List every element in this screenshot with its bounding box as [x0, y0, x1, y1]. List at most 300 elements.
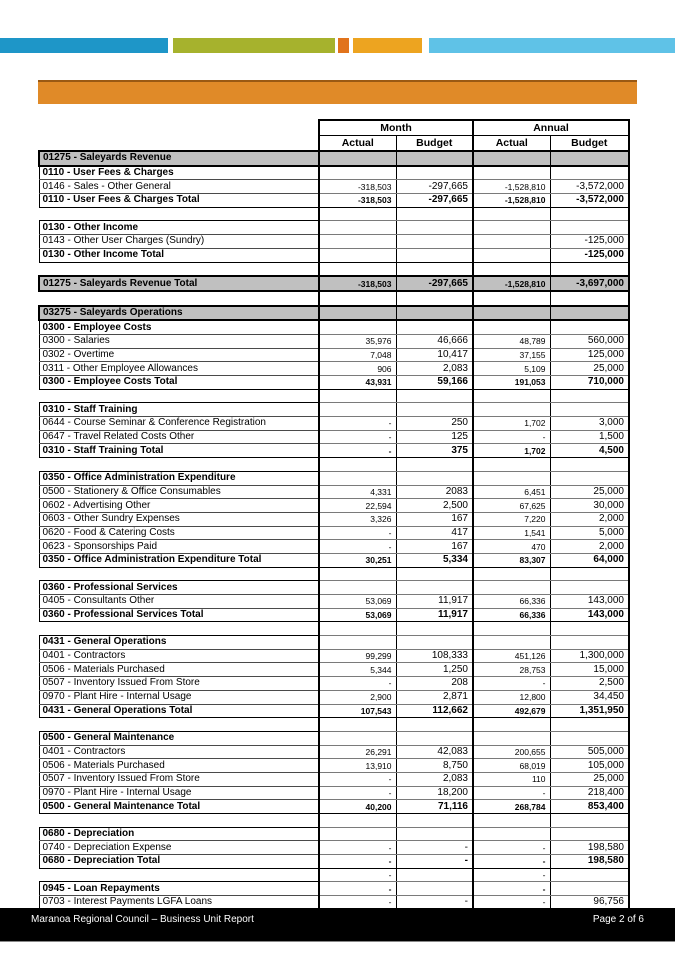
cell-month-actual: 53,069: [319, 595, 396, 609]
cell-annual-budget: [550, 718, 629, 732]
cell-month-actual: -: [319, 855, 396, 869]
table-row: [39, 772, 629, 786]
cell-month-budget: 208: [396, 677, 473, 691]
row-label: 0300 - Employee Costs: [39, 320, 319, 334]
row-label: [39, 567, 319, 581]
table-row: [39, 786, 629, 800]
cell-annual-actual: -1,528,810: [473, 180, 550, 194]
cell-month-actual: -: [319, 868, 396, 882]
cell-month-budget: [396, 814, 473, 828]
cell-month-budget: 42,083: [396, 745, 473, 759]
cell-month-actual: 2,900: [319, 690, 396, 704]
row-label: 0401 - Contractors: [39, 745, 319, 759]
cell-annual-actual: 451,126: [473, 649, 550, 663]
cell-annual-actual: 1,702: [473, 417, 550, 431]
cell-month-budget: [396, 207, 473, 221]
cell-annual-budget: 25,000: [550, 362, 629, 376]
table-row: [39, 677, 629, 691]
cell-annual-budget: [550, 262, 629, 276]
row-label: 0130 - Other Income Total: [39, 248, 319, 262]
cell-annual-actual: [473, 731, 550, 745]
row-label: 0350 - Office Administration Expenditure: [39, 471, 319, 485]
row-label: 0311 - Other Employee Allowances: [39, 362, 319, 376]
cell-annual-budget: -3,572,000: [550, 194, 629, 208]
cell-month-actual: [319, 320, 396, 334]
cell-annual-actual: [473, 458, 550, 472]
row-label: 0130 - Other Income: [39, 221, 319, 235]
cell-month-actual: [319, 262, 396, 276]
header-annual-actual: Actual: [473, 136, 550, 152]
income-statement-table: [38, 119, 630, 911]
footer-page-number: Page 2 of 6: [592, 914, 644, 925]
row-label: 0143 - Other User Charges (Sundry): [39, 235, 319, 249]
table-row: [39, 718, 629, 732]
cell-month-actual: -318,503: [319, 180, 396, 194]
table-row: [39, 690, 629, 704]
table-row: [39, 348, 629, 362]
cell-month-budget: 2,083: [396, 772, 473, 786]
cell-month-budget: 2,500: [396, 499, 473, 513]
row-label: 0110 - User Fees & Charges: [39, 166, 319, 180]
table-row: [39, 882, 629, 896]
table-row: [39, 207, 629, 221]
cell-month-actual: [319, 471, 396, 485]
cell-month-actual: [319, 814, 396, 828]
cell-month-budget: 46,666: [396, 334, 473, 348]
cell-month-actual: [319, 151, 396, 166]
cell-month-actual: [319, 306, 396, 321]
cell-annual-budget: [550, 827, 629, 841]
row-label: [39, 814, 319, 828]
cell-month-budget: 108,333: [396, 649, 473, 663]
row-label: 01275 - Saleyards Revenue Total: [39, 276, 319, 291]
row-label: 0300 - Employee Costs Total: [39, 376, 319, 390]
cell-month-budget: [396, 221, 473, 235]
cell-annual-budget: 64,000: [550, 553, 629, 567]
cell-annual-budget: 5,000: [550, 526, 629, 540]
cell-annual-actual: 6,451: [473, 485, 550, 499]
cell-month-actual: [319, 718, 396, 732]
cell-annual-budget: 560,000: [550, 334, 629, 348]
cell-annual-actual: [473, 718, 550, 732]
row-label: [39, 622, 319, 636]
cell-month-budget: [396, 581, 473, 595]
table-row: [39, 553, 629, 567]
table-row: [39, 540, 629, 554]
cell-annual-budget: [550, 471, 629, 485]
orange-square-segment: [338, 38, 349, 53]
cell-month-actual: -318,503: [319, 276, 396, 291]
row-label: 0405 - Consultants Other: [39, 595, 319, 609]
cell-annual-actual: 12,800: [473, 690, 550, 704]
table-row: [39, 581, 629, 595]
table-row: [39, 827, 629, 841]
cell-month-budget: [396, 882, 473, 896]
cell-month-budget: 11,917: [396, 608, 473, 622]
row-label: 0360 - Professional Services: [39, 581, 319, 595]
table-row: [39, 180, 629, 194]
cell-annual-budget: 198,580: [550, 855, 629, 869]
table-row: [39, 745, 629, 759]
row-label: 0647 - Travel Related Costs Other: [39, 430, 319, 444]
top-color-bar: [0, 38, 675, 53]
cell-month-budget: -: [396, 896, 473, 910]
row-label: [39, 389, 319, 403]
cell-month-actual: -: [319, 841, 396, 855]
header-month: Month: [319, 120, 473, 136]
cell-annual-budget: [550, 581, 629, 595]
table-row: [39, 731, 629, 745]
cell-month-budget: [396, 151, 473, 166]
row-label: 0300 - Salaries: [39, 334, 319, 348]
row-label: 0507 - Inventory Issued From Store: [39, 677, 319, 691]
table-row: [39, 291, 629, 306]
cell-month-actual: [319, 622, 396, 636]
row-label: 0431 - General Operations: [39, 636, 319, 650]
lightblue-bar-segment: [429, 38, 675, 53]
cell-month-budget: 125: [396, 430, 473, 444]
row-label: 0603 - Other Sundry Expenses: [39, 512, 319, 526]
cell-annual-budget: [550, 868, 629, 882]
cell-annual-budget: 198,580: [550, 841, 629, 855]
cell-annual-actual: 66,336: [473, 608, 550, 622]
footer-report-title: Maranoa Regional Council – Business Unit Report: [31, 914, 254, 925]
cell-month-budget: 1,250: [396, 663, 473, 677]
cell-month-budget: 10,417: [396, 348, 473, 362]
row-label: 0310 - Staff Training Total: [39, 444, 319, 458]
cell-annual-budget: 2,500: [550, 677, 629, 691]
cell-annual-actual: 191,053: [473, 376, 550, 390]
table-row: [39, 320, 629, 334]
cell-month-actual: 4,331: [319, 485, 396, 499]
cell-annual-actual: [473, 248, 550, 262]
blue-bar-segment: [0, 38, 168, 53]
cell-annual-actual: [473, 235, 550, 249]
table-row: [39, 389, 629, 403]
table-row: [39, 235, 629, 249]
section-banner-title: 2. Income Statement: [69, 106, 205, 121]
header-annual-budget: Budget: [550, 136, 629, 152]
cell-annual-budget: 2,000: [550, 540, 629, 554]
cell-annual-actual: -: [473, 896, 550, 910]
table-row: [39, 248, 629, 262]
table-row: [39, 166, 629, 180]
row-label: 0703 - Interest Payments LGFA Loans: [39, 896, 319, 910]
row-label: [39, 458, 319, 472]
cell-annual-actual: -1,528,810: [473, 194, 550, 208]
cell-month-budget: 112,662: [396, 704, 473, 718]
cell-month-budget: [396, 458, 473, 472]
row-label: 0680 - Depreciation: [39, 827, 319, 841]
cell-month-actual: -: [319, 417, 396, 431]
cell-annual-budget: [550, 306, 629, 321]
cell-month-budget: 2,871: [396, 690, 473, 704]
cell-annual-budget: -3,572,000: [550, 180, 629, 194]
row-label: 03275 - Saleyards Operations: [39, 306, 319, 321]
row-label: 0506 - Materials Purchased: [39, 663, 319, 677]
cell-annual-budget: [550, 622, 629, 636]
cell-annual-actual: [473, 567, 550, 581]
cell-annual-budget: [550, 151, 629, 166]
cell-month-actual: [319, 567, 396, 581]
table-row: [39, 759, 629, 773]
cell-annual-actual: 66,336: [473, 595, 550, 609]
row-label: 0680 - Depreciation Total: [39, 855, 319, 869]
table-row: [39, 194, 629, 208]
cell-annual-budget: 96,756: [550, 896, 629, 910]
row-label: 0302 - Overtime: [39, 348, 319, 362]
table-row: [39, 485, 629, 499]
cell-month-actual: [319, 636, 396, 650]
table-header-sub-row: [39, 136, 629, 152]
cell-month-actual: -: [319, 540, 396, 554]
cell-annual-budget: 143,000: [550, 595, 629, 609]
cell-annual-actual: [473, 827, 550, 841]
cell-annual-actual: [473, 166, 550, 180]
cell-month-budget: 2,083: [396, 362, 473, 376]
cell-annual-budget: 143,000: [550, 608, 629, 622]
cell-month-actual: [319, 827, 396, 841]
cell-annual-actual: 470: [473, 540, 550, 554]
cell-annual-budget: [550, 221, 629, 235]
cell-month-budget: [396, 622, 473, 636]
cell-month-budget: 375: [396, 444, 473, 458]
table-header-group-row: [39, 120, 629, 136]
cell-month-budget: 2083: [396, 485, 473, 499]
cell-annual-actual: [473, 636, 550, 650]
row-label: 0506 - Materials Purchased: [39, 759, 319, 773]
header-corner-cell: [39, 136, 319, 152]
cell-annual-actual: -: [473, 841, 550, 855]
header-month-actual: Actual: [319, 136, 396, 152]
cell-annual-actual: 200,655: [473, 745, 550, 759]
table-row: [39, 800, 629, 814]
cell-annual-actual: [473, 814, 550, 828]
cell-annual-actual: 48,789: [473, 334, 550, 348]
table-row: [39, 814, 629, 828]
cell-month-budget: [396, 567, 473, 581]
cell-month-budget: 5,334: [396, 553, 473, 567]
cell-annual-actual: [473, 403, 550, 417]
cell-month-actual: [319, 207, 396, 221]
header-month-budget: Budget: [396, 136, 473, 152]
table-row: [39, 704, 629, 718]
cell-month-budget: [396, 320, 473, 334]
cell-annual-budget: 125,000: [550, 348, 629, 362]
table-row: [39, 362, 629, 376]
cell-month-actual: -: [319, 677, 396, 691]
cell-month-budget: 417: [396, 526, 473, 540]
cell-month-actual: [319, 403, 396, 417]
table-row: [39, 622, 629, 636]
cell-annual-actual: 37,155: [473, 348, 550, 362]
cell-annual-actual: -: [473, 882, 550, 896]
cell-month-budget: [396, 248, 473, 262]
table-row: [39, 458, 629, 472]
cell-annual-budget: [550, 291, 629, 306]
table-row: [39, 276, 629, 291]
row-label: 0350 - Office Administration Expenditure Total: [39, 553, 319, 567]
cell-month-actual: -: [319, 786, 396, 800]
table-row: [39, 636, 629, 650]
cell-month-budget: -297,665: [396, 276, 473, 291]
table-row: [39, 334, 629, 348]
cell-annual-actual: -: [473, 786, 550, 800]
income-statement-table-wrap: [38, 119, 628, 911]
row-label: 0431 - General Operations Total: [39, 704, 319, 718]
table-row: [39, 499, 629, 513]
cell-annual-budget: [550, 403, 629, 417]
row-label: 0401 - Contractors: [39, 649, 319, 663]
cell-annual-budget: [550, 320, 629, 334]
table-row: [39, 841, 629, 855]
cell-annual-budget: 25,000: [550, 485, 629, 499]
row-label: 0620 - Food & Catering Costs: [39, 526, 319, 540]
table-row: [39, 221, 629, 235]
cell-annual-budget: 1,300,000: [550, 649, 629, 663]
table-row: [39, 262, 629, 276]
cell-month-actual: -: [319, 430, 396, 444]
cell-annual-budget: 1,351,950: [550, 704, 629, 718]
cell-annual-budget: 710,000: [550, 376, 629, 390]
cell-annual-actual: [473, 320, 550, 334]
table-row: [39, 663, 629, 677]
cell-month-actual: [319, 166, 396, 180]
table-row: [39, 526, 629, 540]
table-row: [39, 567, 629, 581]
table-row: [39, 444, 629, 458]
cell-month-actual: -: [319, 526, 396, 540]
cell-annual-budget: -125,000: [550, 248, 629, 262]
table-row: [39, 376, 629, 390]
row-label: [39, 868, 319, 882]
cell-month-budget: -: [396, 855, 473, 869]
cell-month-budget: [396, 636, 473, 650]
cell-annual-actual: [473, 622, 550, 636]
row-label: 0740 - Depreciation Expense: [39, 841, 319, 855]
row-label: 0500 - General Maintenance: [39, 731, 319, 745]
cell-annual-budget: [550, 882, 629, 896]
cell-annual-actual: 1,541: [473, 526, 550, 540]
table-row: [39, 403, 629, 417]
cell-month-actual: 40,200: [319, 800, 396, 814]
cell-annual-budget: 1,500: [550, 430, 629, 444]
cell-annual-budget: 25,000: [550, 772, 629, 786]
table-row: [39, 868, 629, 882]
table-row: [39, 649, 629, 663]
cell-annual-budget: [550, 166, 629, 180]
cell-month-actual: -: [319, 444, 396, 458]
row-label: 0310 - Staff Training: [39, 403, 319, 417]
cell-month-actual: 26,291: [319, 745, 396, 759]
cell-month-budget: -297,665: [396, 194, 473, 208]
cell-annual-actual: 68,019: [473, 759, 550, 773]
cell-month-budget: 59,166: [396, 376, 473, 390]
header-annual: Annual: [473, 120, 629, 136]
row-label: [39, 291, 319, 306]
cell-annual-budget: [550, 814, 629, 828]
cell-annual-actual: 67,625: [473, 499, 550, 513]
cell-month-actual: 53,069: [319, 608, 396, 622]
cell-annual-budget: 105,000: [550, 759, 629, 773]
cell-month-actual: 30,251: [319, 553, 396, 567]
cell-annual-actual: [473, 262, 550, 276]
table-row: [39, 306, 629, 321]
cell-annual-budget: 30,000: [550, 499, 629, 513]
row-label: 0360 - Professional Services Total: [39, 608, 319, 622]
row-label: 0644 - Course Seminar & Conference Registration: [39, 417, 319, 431]
cell-month-budget: [396, 166, 473, 180]
row-label: 0507 - Inventory Issued From Store: [39, 772, 319, 786]
cell-month-budget: 167: [396, 540, 473, 554]
cell-annual-budget: [550, 389, 629, 403]
cell-annual-budget: [550, 731, 629, 745]
row-label: 0970 - Plant Hire - Internal Usage: [39, 786, 319, 800]
cell-annual-actual: -: [473, 868, 550, 882]
cell-annual-budget: 2,000: [550, 512, 629, 526]
table-row: [39, 595, 629, 609]
cell-month-budget: [396, 718, 473, 732]
cell-month-budget: [396, 471, 473, 485]
row-label: [39, 718, 319, 732]
cell-annual-budget: [550, 458, 629, 472]
cell-annual-budget: 15,000: [550, 663, 629, 677]
cell-annual-budget: -3,697,000: [550, 276, 629, 291]
row-label: [39, 207, 319, 221]
cell-annual-actual: 110: [473, 772, 550, 786]
cell-month-actual: [319, 731, 396, 745]
row-label: 0970 - Plant Hire - Internal Usage: [39, 690, 319, 704]
table-row: [39, 855, 629, 869]
cell-annual-actual: [473, 151, 550, 166]
cell-month-actual: 5,344: [319, 663, 396, 677]
cell-annual-actual: [473, 291, 550, 306]
cell-annual-actual: -: [473, 430, 550, 444]
cell-month-actual: -: [319, 882, 396, 896]
row-label: 0602 - Advertising Other: [39, 499, 319, 513]
cell-annual-actual: 268,784: [473, 800, 550, 814]
table-row: [39, 512, 629, 526]
header-corner-cell: [39, 120, 319, 136]
cell-month-actual: [319, 248, 396, 262]
cell-annual-budget: 34,450: [550, 690, 629, 704]
cell-month-actual: 906: [319, 362, 396, 376]
cell-month-budget: 71,116: [396, 800, 473, 814]
income-table-body: [39, 151, 629, 910]
table-row: [39, 430, 629, 444]
row-label: 0500 - General Maintenance Total: [39, 800, 319, 814]
cell-annual-actual: [473, 306, 550, 321]
cell-month-budget: 8,750: [396, 759, 473, 773]
row-label: 01275 - Saleyards Revenue: [39, 151, 319, 166]
green-bar-segment: [173, 38, 335, 53]
cell-annual-actual: -1,528,810: [473, 276, 550, 291]
cell-annual-actual: 7,220: [473, 512, 550, 526]
cell-month-budget: [396, 731, 473, 745]
cell-month-budget: 11,917: [396, 595, 473, 609]
cell-annual-actual: 83,307: [473, 553, 550, 567]
cell-month-budget: [396, 827, 473, 841]
cell-month-actual: [319, 235, 396, 249]
cell-month-actual: [319, 389, 396, 403]
cell-annual-budget: 505,000: [550, 745, 629, 759]
cell-annual-actual: 28,753: [473, 663, 550, 677]
cell-month-budget: 167: [396, 512, 473, 526]
cell-month-actual: [319, 221, 396, 235]
section-banner: [38, 80, 637, 121]
cell-annual-actual: [473, 207, 550, 221]
cell-annual-budget: 853,400: [550, 800, 629, 814]
